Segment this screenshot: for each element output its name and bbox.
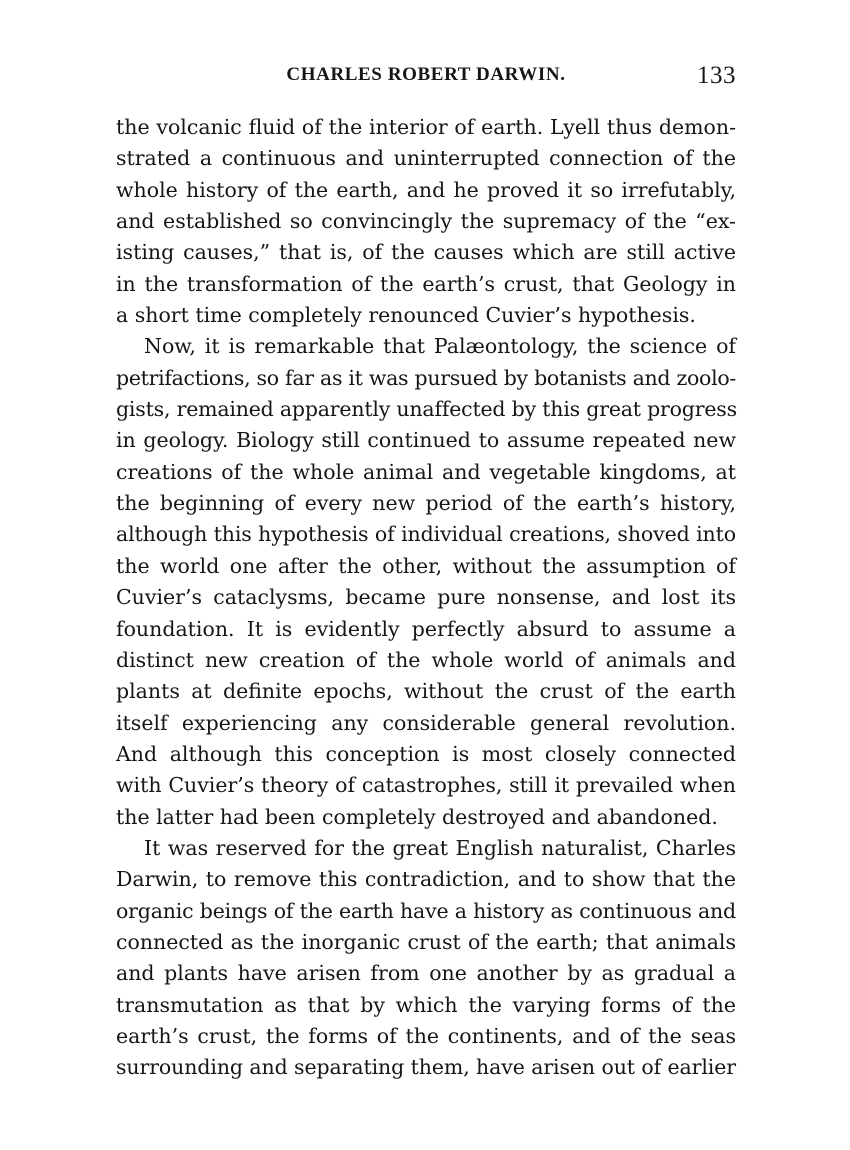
text-line: whole history of the earth, and he proved it so irrefutably,: [116, 177, 736, 202]
text-line: although this hypothesis of individual creations, shoved into: [116, 522, 736, 547]
text-line: the latter had been completely destroyed and abandoned.: [116, 804, 718, 829]
text-line: creations of the whole animal and vegetable kingdoms, at: [116, 459, 736, 484]
text-line: gists, remained apparently unaffected by this great progress: [116, 397, 737, 422]
text-line: distinct new creation of the whole world of animals and: [116, 647, 736, 672]
body-text: [116, 112, 736, 1084]
text-line: and established so convincingly the supremacy of the “ex-: [116, 209, 736, 234]
text-line: the beginning of every new period of the earth’s history,: [116, 491, 736, 516]
text-line: itself experiencing any considerable general revolution.: [116, 710, 736, 735]
text-line: organic beings of the earth have a history as continuous and: [116, 898, 736, 923]
text-line: Cuvier’s cataclysms, became pure nonsense, and lost its: [116, 585, 736, 610]
text-line: in the transformation of the earth’s crust, that Geology in: [116, 271, 736, 296]
text-line: petrifactions, so far as it was pursued by botanists and zoolo-: [116, 365, 736, 390]
text-line: in geology. Biology still continued to assume repeated new: [116, 428, 736, 453]
text-line: isting causes,” that is, of the causes which are still active: [116, 240, 736, 265]
running-head: [116, 62, 736, 96]
text-line: Darwin, to remove this contradiction, and to show that the: [116, 867, 736, 892]
text-line: plants at definite epochs, without the crust of the earth: [116, 679, 736, 704]
text-line: and plants have arisen from one another by as gradual a: [116, 961, 736, 986]
text-line: surrounding and separating them, have arisen out of earlier: [116, 1055, 736, 1080]
running-title: CHARLES ROBERT DARWIN.: [286, 64, 566, 85]
text-line: the volcanic fluid of the interior of earth. Lyell thus demon-: [116, 115, 736, 139]
text-line: And although this conception is most closely connected: [116, 741, 736, 766]
text-line: connected as the inorganic crust of the earth; that animals: [116, 929, 736, 954]
text-line: foundation. It is evidently perfectly absurd to assume a: [116, 616, 736, 641]
text-line: the world one after the other, without the assumption of: [116, 553, 736, 578]
text-line: earth’s crust, the forms of the continents, and of the seas: [116, 1023, 736, 1048]
paragraph-first-line: It was reserved for the great English naturalist, Charles: [144, 835, 736, 860]
text-line: with Cuvier’s theory of catastrophes, still it prevailed when: [116, 773, 736, 798]
text-line: transmutation as that by which the varying forms of the: [116, 992, 736, 1017]
text-line: strated a continuous and uninterrupted connection of the: [116, 146, 736, 171]
page-number: 133: [697, 62, 736, 89]
text-line: a short time completely renounced Cuvier’s hypothesis.: [116, 303, 696, 328]
paragraph-first-line: Now, it is remarkable that Palæontology, the science of: [144, 334, 736, 359]
